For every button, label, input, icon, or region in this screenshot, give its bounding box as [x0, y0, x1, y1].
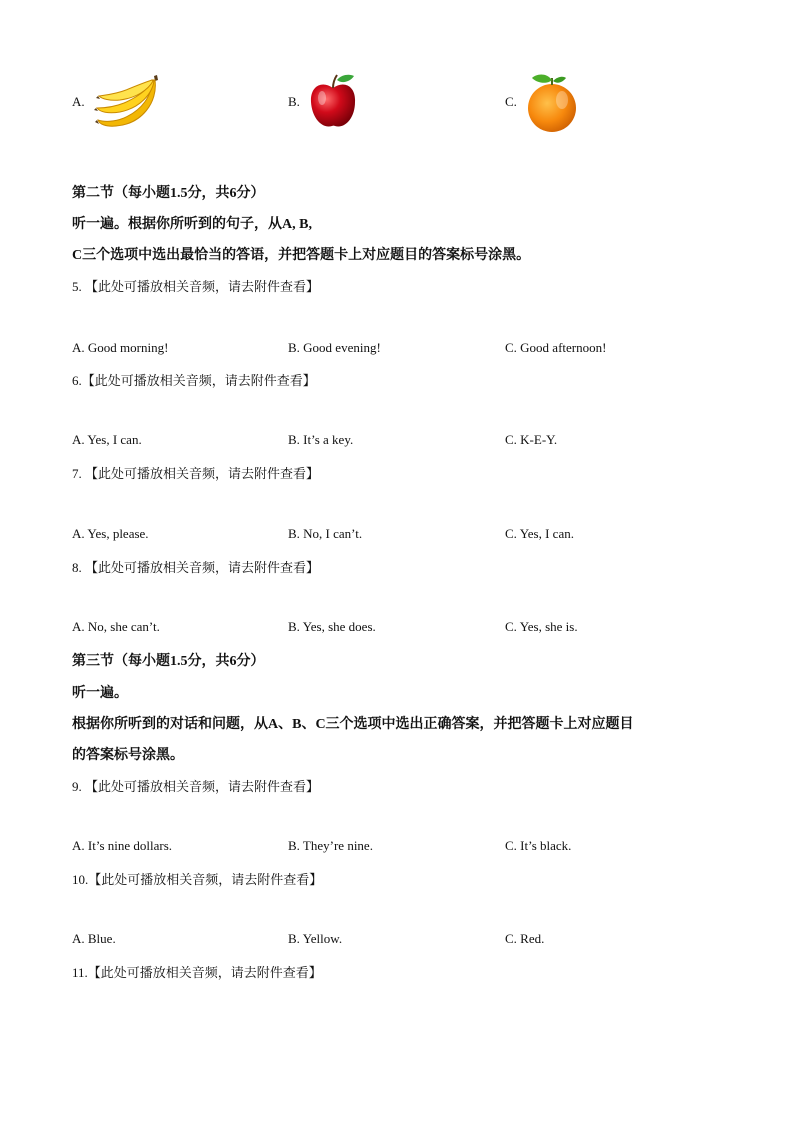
question-6-label: 6.【此处可播放相关音频，请去附件查看】 [72, 373, 316, 388]
q8-option-b: B. Yes, she does. [288, 619, 376, 634]
q7-option-b: B. No, I can’t. [288, 526, 363, 541]
orange-icon [524, 72, 580, 134]
q10-option-a: A. Blue. [72, 931, 116, 946]
banana-icon [94, 72, 162, 130]
q9-option-c: C. It’s black. [505, 838, 572, 853]
q5-option-a: A. Good morning! [72, 340, 169, 355]
question-11-label: 11.【此处可播放相关音频，请去附件查看】 [72, 965, 322, 980]
option-b-letter: B. [288, 94, 300, 109]
question-10-label: 10.【此处可播放相关音频，请去附件查看】 [72, 872, 323, 887]
section3-instruction-1: 听一遍。 [72, 686, 128, 701]
q9-option-b: B. They’re nine. [288, 838, 373, 853]
section2-instruction-2: C三个选项中选出最恰当的答语，并把答题卡上对应题目的答案标号涂黑。 [72, 248, 531, 263]
q6-option-b: B. It’s a key. [288, 432, 354, 447]
section3-title: 第三节（每小题1.5分，共6分） [72, 654, 265, 669]
q10-option-c: C. Red. [505, 931, 545, 946]
section3-instruction-3: 的答案标号涂黑。 [72, 748, 184, 763]
question-9-label: 9. 【此处可播放相关音频，请去附件查看】 [72, 779, 320, 794]
q6-option-c: C. K-E-Y. [505, 432, 558, 447]
q10-option-b: B. Yellow. [288, 931, 343, 946]
question-5-label: 5. 【此处可播放相关音频，请去附件查看】 [72, 279, 320, 294]
q8-option-c: C. Yes, she is. [505, 619, 578, 634]
option-a-letter: A. [72, 94, 85, 109]
q8-option-a: A. No, she can’t. [72, 619, 160, 634]
option-c-letter: C. [505, 94, 517, 109]
q7-option-a: A. Yes, please. [72, 526, 149, 541]
section3-instruction-2: 根据你所听到的对话和问题，从A、B、C三个选项中选出正确答案，并把答题卡上对应题目 [72, 717, 634, 732]
section2-title: 第二节（每小题1.5分，共6分） [72, 186, 265, 201]
apple-icon [308, 72, 358, 130]
q5-option-b: B. Good evening! [288, 340, 381, 355]
question-7-label: 7. 【此处可播放相关音频，请去附件查看】 [72, 466, 320, 481]
q5-option-c: C. Good afternoon! [505, 340, 607, 355]
q7-option-c: C. Yes, I can. [505, 526, 574, 541]
section2-instruction-1: 听一遍。根据你所听到的句子，从A, B, [72, 217, 312, 232]
q9-option-a: A. It’s nine dollars. [72, 838, 173, 853]
q6-option-a: A. Yes, I can. [72, 432, 142, 447]
question-8-label: 8. 【此处可播放相关音频，请去附件查看】 [72, 560, 320, 575]
